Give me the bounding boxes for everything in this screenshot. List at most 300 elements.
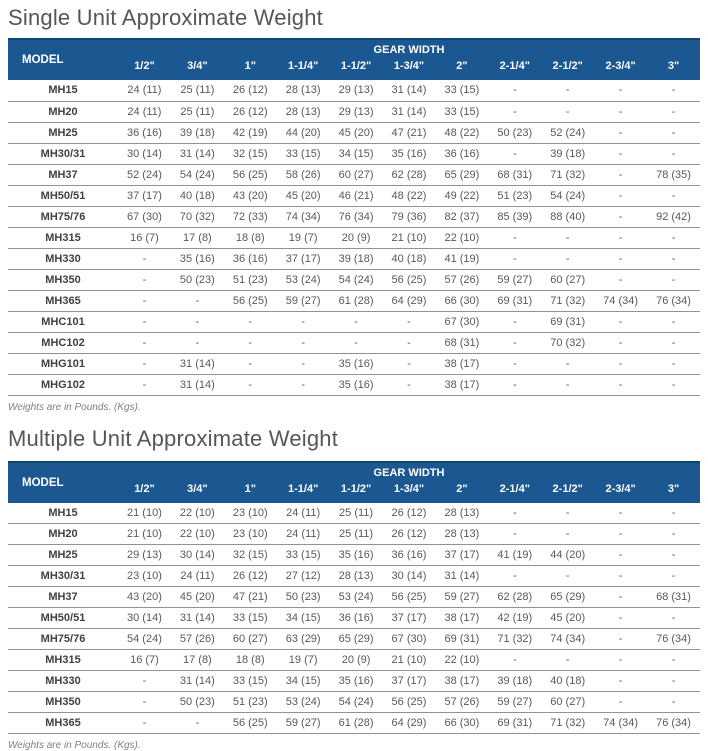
weights-footnote: Weights are in Pounds. (Kgs). (8, 740, 700, 751)
weight-cell: 78 (35) (647, 164, 700, 185)
weight-cell: - (118, 269, 171, 290)
weight-cell: - (594, 524, 647, 545)
weight-cell: 24 (11) (277, 524, 330, 545)
weight-cell: 59 (27) (277, 290, 330, 311)
single-unit-weight-table (8, 38, 700, 396)
weight-cell: - (647, 353, 700, 374)
table-row (8, 374, 700, 395)
gear-width-column-header: 2-1/4" (488, 56, 541, 80)
weight-cell: 41 (19) (435, 248, 488, 269)
model-cell: MH315 (8, 650, 118, 671)
weight-cell: - (383, 374, 436, 395)
table-row (8, 566, 700, 587)
model-cell: MH20 (8, 101, 118, 122)
table-row (8, 713, 700, 734)
weight-cell: 68 (31) (488, 164, 541, 185)
weight-cell: 82 (37) (435, 206, 488, 227)
weight-cell: 52 (24) (118, 164, 171, 185)
model-column-header: MODEL (8, 39, 118, 80)
weight-cell: 36 (16) (118, 122, 171, 143)
weight-cell: 56 (25) (383, 587, 436, 608)
model-cell: MH75/76 (8, 629, 118, 650)
weight-cell: 27 (12) (277, 566, 330, 587)
weight-cell: 31 (14) (171, 353, 224, 374)
weight-cell: 67 (30) (118, 206, 171, 227)
weight-cell: - (171, 311, 224, 332)
gear-width-column-header: 2-1/4" (488, 479, 541, 503)
model-cell: MH330 (8, 671, 118, 692)
weight-cell: - (224, 353, 277, 374)
weight-cell: 31 (14) (383, 101, 436, 122)
weight-cell: - (488, 566, 541, 587)
weight-cell: 45 (20) (277, 185, 330, 206)
weight-cell: 21 (10) (383, 650, 436, 671)
weight-cell: 31 (14) (383, 80, 436, 101)
model-cell: MH365 (8, 290, 118, 311)
gear-width-column-header: 3" (647, 56, 700, 80)
weight-cell: - (541, 353, 594, 374)
gear-width-header: GEAR WIDTH (118, 462, 700, 479)
weight-cell: - (118, 353, 171, 374)
gear-width-column-header: 1-3/4" (383, 56, 436, 80)
table-row (8, 524, 700, 545)
weight-cell: 54 (24) (330, 269, 383, 290)
weight-cell: 28 (13) (277, 101, 330, 122)
weight-cell: 33 (15) (277, 545, 330, 566)
weight-cell: - (488, 248, 541, 269)
weight-cell: 74 (34) (541, 629, 594, 650)
weight-cell: - (118, 374, 171, 395)
weight-cell: - (383, 353, 436, 374)
table-row (8, 629, 700, 650)
weight-cell: 17 (8) (171, 227, 224, 248)
weight-cell: 71 (32) (488, 629, 541, 650)
weight-cell: - (118, 290, 171, 311)
weight-cell: 54 (24) (330, 692, 383, 713)
weight-cell: - (647, 524, 700, 545)
weights-footnote: Weights are in Pounds. (Kgs). (8, 402, 700, 413)
single-unit-section (0, 5, 708, 413)
weight-cell: - (594, 671, 647, 692)
model-cell: MH75/76 (8, 206, 118, 227)
weight-cell: 60 (27) (224, 629, 277, 650)
model-cell: MH37 (8, 164, 118, 185)
weight-cell: 56 (25) (383, 692, 436, 713)
weight-cell: - (594, 248, 647, 269)
weight-cell: 25 (11) (330, 503, 383, 524)
weight-cell: 31 (14) (171, 143, 224, 164)
weight-cell: 61 (28) (330, 713, 383, 734)
table-row (8, 206, 700, 227)
weight-cell: 39 (18) (488, 671, 541, 692)
weight-cell: 68 (31) (647, 587, 700, 608)
weight-cell: 35 (16) (330, 353, 383, 374)
model-cell: MH25 (8, 545, 118, 566)
weight-cell: 20 (9) (330, 227, 383, 248)
weight-cell: 34 (15) (277, 671, 330, 692)
weight-cell: 24 (11) (118, 80, 171, 101)
weight-cell: - (488, 311, 541, 332)
weight-cell: 26 (12) (383, 524, 436, 545)
weight-cell: - (277, 353, 330, 374)
gear-width-column-header: 1/2" (118, 479, 171, 503)
weight-cell: 24 (11) (118, 101, 171, 122)
weight-cell: - (488, 650, 541, 671)
weight-cell: 30 (14) (118, 608, 171, 629)
table-row (8, 143, 700, 164)
weight-cell: 28 (13) (277, 80, 330, 101)
weight-cell: 65 (29) (330, 629, 383, 650)
weight-cell: 23 (10) (224, 524, 277, 545)
weight-cell: 42 (19) (488, 608, 541, 629)
weight-cell: 88 (40) (541, 206, 594, 227)
gear-width-column-header: 3" (647, 479, 700, 503)
weight-cell: 33 (15) (277, 143, 330, 164)
weight-cell: - (647, 185, 700, 206)
weight-cell: 38 (17) (435, 374, 488, 395)
weight-cell: 69 (31) (435, 629, 488, 650)
weight-cell: 69 (31) (488, 713, 541, 734)
weight-cell: - (488, 332, 541, 353)
weight-cell: 30 (14) (118, 143, 171, 164)
weight-cell: 39 (18) (171, 122, 224, 143)
weight-cell: 48 (22) (383, 185, 436, 206)
weight-cell: 69 (31) (488, 290, 541, 311)
weight-cell: - (594, 206, 647, 227)
weight-cell: - (594, 608, 647, 629)
weight-cell: 53 (24) (277, 269, 330, 290)
weight-cell: - (647, 692, 700, 713)
gear-width-column-header: 1-1/2" (330, 479, 383, 503)
weight-cell: 26 (12) (224, 80, 277, 101)
weight-cell: - (647, 80, 700, 101)
model-cell: MH50/51 (8, 608, 118, 629)
weight-cell: 56 (25) (224, 290, 277, 311)
weight-cell: 53 (24) (277, 692, 330, 713)
model-cell: MH30/31 (8, 566, 118, 587)
model-cell: MHG102 (8, 374, 118, 395)
weight-cell: 67 (30) (435, 311, 488, 332)
weight-cell: 21 (10) (383, 227, 436, 248)
table-row (8, 650, 700, 671)
weight-cell: - (647, 503, 700, 524)
model-cell: MH350 (8, 269, 118, 290)
weight-cell: 51 (23) (488, 185, 541, 206)
weight-cell: 29 (13) (118, 545, 171, 566)
weight-cell: - (647, 311, 700, 332)
weight-cell: 34 (15) (330, 143, 383, 164)
weight-cell: 20 (9) (330, 650, 383, 671)
weight-cell: - (594, 566, 647, 587)
weight-cell: - (647, 608, 700, 629)
gear-width-column-header: 1-1/4" (277, 479, 330, 503)
model-cell: MH350 (8, 692, 118, 713)
weight-cell: 62 (28) (383, 164, 436, 185)
weight-cell: 31 (14) (435, 566, 488, 587)
weight-cell: - (594, 122, 647, 143)
weight-cell: 36 (16) (330, 608, 383, 629)
weight-cell: 47 (21) (224, 587, 277, 608)
weight-cell: - (647, 101, 700, 122)
weight-cell: 54 (24) (118, 629, 171, 650)
weight-cell: 50 (23) (488, 122, 541, 143)
model-cell: MHC101 (8, 311, 118, 332)
weight-cell: 60 (27) (541, 269, 594, 290)
weight-cell: 50 (23) (277, 587, 330, 608)
weight-cell: 71 (32) (541, 713, 594, 734)
weight-cell: 37 (17) (118, 185, 171, 206)
weight-cell: - (118, 248, 171, 269)
weight-cell: - (594, 692, 647, 713)
weight-cell: 57 (26) (435, 269, 488, 290)
model-cell: MH20 (8, 524, 118, 545)
weight-cell: - (647, 545, 700, 566)
weight-cell: 61 (28) (330, 290, 383, 311)
weight-cell: 40 (18) (541, 671, 594, 692)
weight-cell: 76 (34) (647, 713, 700, 734)
weight-cell: - (541, 650, 594, 671)
weight-cell: 74 (34) (594, 713, 647, 734)
weight-cell: 35 (16) (171, 248, 224, 269)
model-cell: MH15 (8, 503, 118, 524)
weight-cell: 46 (21) (330, 185, 383, 206)
table-row (8, 290, 700, 311)
weight-cell: 67 (30) (383, 629, 436, 650)
weight-cell: 24 (11) (277, 503, 330, 524)
weight-cell: - (594, 545, 647, 566)
weight-cell: 42 (19) (224, 122, 277, 143)
weight-cell: - (647, 227, 700, 248)
weight-cell: - (383, 332, 436, 353)
table-row (8, 80, 700, 101)
table-row (8, 164, 700, 185)
gear-width-column-header: 2-1/2" (541, 56, 594, 80)
weight-cell: 48 (22) (435, 122, 488, 143)
table-row (8, 248, 700, 269)
gear-width-column-header: 1" (224, 56, 277, 80)
weight-cell: 59 (27) (488, 692, 541, 713)
model-cell: MHG101 (8, 353, 118, 374)
weight-cell: 29 (13) (330, 101, 383, 122)
model-cell: MH37 (8, 587, 118, 608)
weight-cell: - (224, 311, 277, 332)
weight-cell: 37 (17) (383, 671, 436, 692)
weight-cell: 39 (18) (541, 143, 594, 164)
weight-cell: 35 (16) (330, 374, 383, 395)
gear-width-column-header: 2-1/2" (541, 479, 594, 503)
table-row (8, 353, 700, 374)
weight-cell: 70 (32) (171, 206, 224, 227)
weight-cell: 59 (27) (435, 587, 488, 608)
weight-cell: 92 (42) (647, 206, 700, 227)
weight-cell: 45 (20) (330, 122, 383, 143)
weight-cell: 66 (30) (435, 713, 488, 734)
weight-cell: 47 (21) (383, 122, 436, 143)
weight-cell: - (488, 80, 541, 101)
model-cell: MH50/51 (8, 185, 118, 206)
weight-cell: - (541, 524, 594, 545)
table-row (8, 545, 700, 566)
weight-cell: - (118, 692, 171, 713)
weight-cell: - (488, 503, 541, 524)
weight-cell: 26 (12) (224, 566, 277, 587)
weight-cell: 18 (8) (224, 650, 277, 671)
weight-cell: 33 (15) (435, 101, 488, 122)
model-cell: MH25 (8, 122, 118, 143)
weight-cell: - (594, 650, 647, 671)
weight-cell: - (488, 353, 541, 374)
weight-cell: - (594, 164, 647, 185)
weight-cell: 38 (17) (435, 671, 488, 692)
weight-cell: 32 (15) (224, 143, 277, 164)
weight-cell: 57 (26) (435, 692, 488, 713)
weight-cell: 26 (12) (224, 101, 277, 122)
weight-cell: 22 (10) (435, 227, 488, 248)
weight-cell: 25 (11) (330, 524, 383, 545)
weight-cell: 30 (14) (383, 566, 436, 587)
weight-cell: 56 (25) (383, 269, 436, 290)
weight-cell: - (594, 185, 647, 206)
weight-cell: - (647, 269, 700, 290)
weight-cell: 41 (19) (488, 545, 541, 566)
weight-cell: 16 (7) (118, 650, 171, 671)
gear-width-column-header: 2" (435, 479, 488, 503)
weight-cell: 76 (34) (647, 290, 700, 311)
weight-cell: 22 (10) (435, 650, 488, 671)
weight-cell: 21 (10) (118, 503, 171, 524)
gear-width-column-header: 2-3/4" (594, 479, 647, 503)
weight-cell: 23 (10) (224, 503, 277, 524)
weight-cell: 31 (14) (171, 374, 224, 395)
weight-cell: 32 (15) (224, 545, 277, 566)
weight-cell: 17 (8) (171, 650, 224, 671)
weight-cell: - (594, 374, 647, 395)
weight-cell: 40 (18) (383, 248, 436, 269)
gear-width-column-header: 3/4" (171, 56, 224, 80)
weight-cell: - (647, 332, 700, 353)
weight-cell: - (277, 374, 330, 395)
table-body (8, 80, 700, 395)
weight-cell: - (330, 332, 383, 353)
weight-cell: - (118, 332, 171, 353)
weight-cell: - (224, 332, 277, 353)
multiple-unit-section (0, 426, 708, 751)
weight-cell: - (171, 332, 224, 353)
weight-cell: 35 (16) (330, 545, 383, 566)
table-row (8, 503, 700, 524)
weight-cell: 85 (39) (488, 206, 541, 227)
weight-cell: - (541, 101, 594, 122)
weight-cell: 26 (12) (383, 503, 436, 524)
weight-cell: - (541, 227, 594, 248)
weight-cell: 65 (29) (541, 587, 594, 608)
weight-cell: 18 (8) (224, 227, 277, 248)
weight-cell: - (647, 671, 700, 692)
table-row (8, 185, 700, 206)
gear-width-column-header: 1-1/4" (277, 56, 330, 80)
weight-cell: 44 (20) (541, 545, 594, 566)
weight-cell: 63 (29) (277, 629, 330, 650)
weight-cell: 30 (14) (171, 545, 224, 566)
weight-cell: 79 (36) (383, 206, 436, 227)
weight-cell: 16 (7) (118, 227, 171, 248)
gear-width-column-header: 3/4" (171, 479, 224, 503)
weight-cell: - (594, 353, 647, 374)
weight-cell: 60 (27) (330, 164, 383, 185)
weight-cell: 56 (25) (224, 713, 277, 734)
weight-cell: 36 (16) (435, 143, 488, 164)
weight-cell: 52 (24) (541, 122, 594, 143)
weight-cell: - (594, 332, 647, 353)
weight-cell: 54 (24) (541, 185, 594, 206)
weight-cell: 31 (14) (171, 608, 224, 629)
weight-cell: 33 (15) (224, 671, 277, 692)
weight-cell: 74 (34) (277, 206, 330, 227)
weight-cell: 53 (24) (330, 587, 383, 608)
weight-cell: 22 (10) (171, 503, 224, 524)
weight-cell: - (594, 101, 647, 122)
weight-cell: 50 (23) (171, 692, 224, 713)
weight-cell: - (488, 227, 541, 248)
weight-cell: - (594, 269, 647, 290)
weight-cell: 59 (27) (488, 269, 541, 290)
weight-cell: 25 (11) (171, 80, 224, 101)
weight-cell: - (594, 227, 647, 248)
weight-cell: 64 (29) (383, 290, 436, 311)
weight-cell: 25 (11) (171, 101, 224, 122)
weight-cell: 58 (26) (277, 164, 330, 185)
weight-cell: - (277, 332, 330, 353)
weight-cell: - (171, 290, 224, 311)
model-cell: MH315 (8, 227, 118, 248)
table-row (8, 608, 700, 629)
weight-cell: - (118, 311, 171, 332)
gear-width-column-header: 1" (224, 479, 277, 503)
weight-cell: 36 (16) (383, 545, 436, 566)
weight-cell: 43 (20) (118, 587, 171, 608)
weight-cell: - (647, 248, 700, 269)
weight-cell: 33 (15) (224, 608, 277, 629)
weight-cell: - (594, 143, 647, 164)
weight-cell: 60 (27) (541, 692, 594, 713)
weight-cell: - (594, 587, 647, 608)
weight-cell: 56 (25) (224, 164, 277, 185)
weight-cell: 38 (17) (435, 353, 488, 374)
weight-cell: 33 (15) (435, 80, 488, 101)
weight-cell: 19 (7) (277, 650, 330, 671)
weight-cell: 69 (31) (541, 311, 594, 332)
weight-cell: 45 (20) (171, 587, 224, 608)
weight-cell: - (488, 374, 541, 395)
multiple-unit-title: Multiple Unit Approximate Weight (8, 426, 708, 452)
table-row (8, 692, 700, 713)
weight-cell: - (224, 374, 277, 395)
model-cell: MH330 (8, 248, 118, 269)
weight-cell: 71 (32) (541, 290, 594, 311)
model-cell: MH365 (8, 713, 118, 734)
weight-cell: 35 (16) (383, 143, 436, 164)
weight-cell: - (277, 311, 330, 332)
weight-cell: 28 (13) (330, 566, 383, 587)
weight-cell: 19 (7) (277, 227, 330, 248)
weight-cell: 43 (20) (224, 185, 277, 206)
weight-cell: 57 (26) (171, 629, 224, 650)
gear-width-column-header: 1-3/4" (383, 479, 436, 503)
table-row (8, 311, 700, 332)
weight-cell: 29 (13) (330, 80, 383, 101)
model-cell: MHC102 (8, 332, 118, 353)
weight-cell: 28 (13) (435, 524, 488, 545)
